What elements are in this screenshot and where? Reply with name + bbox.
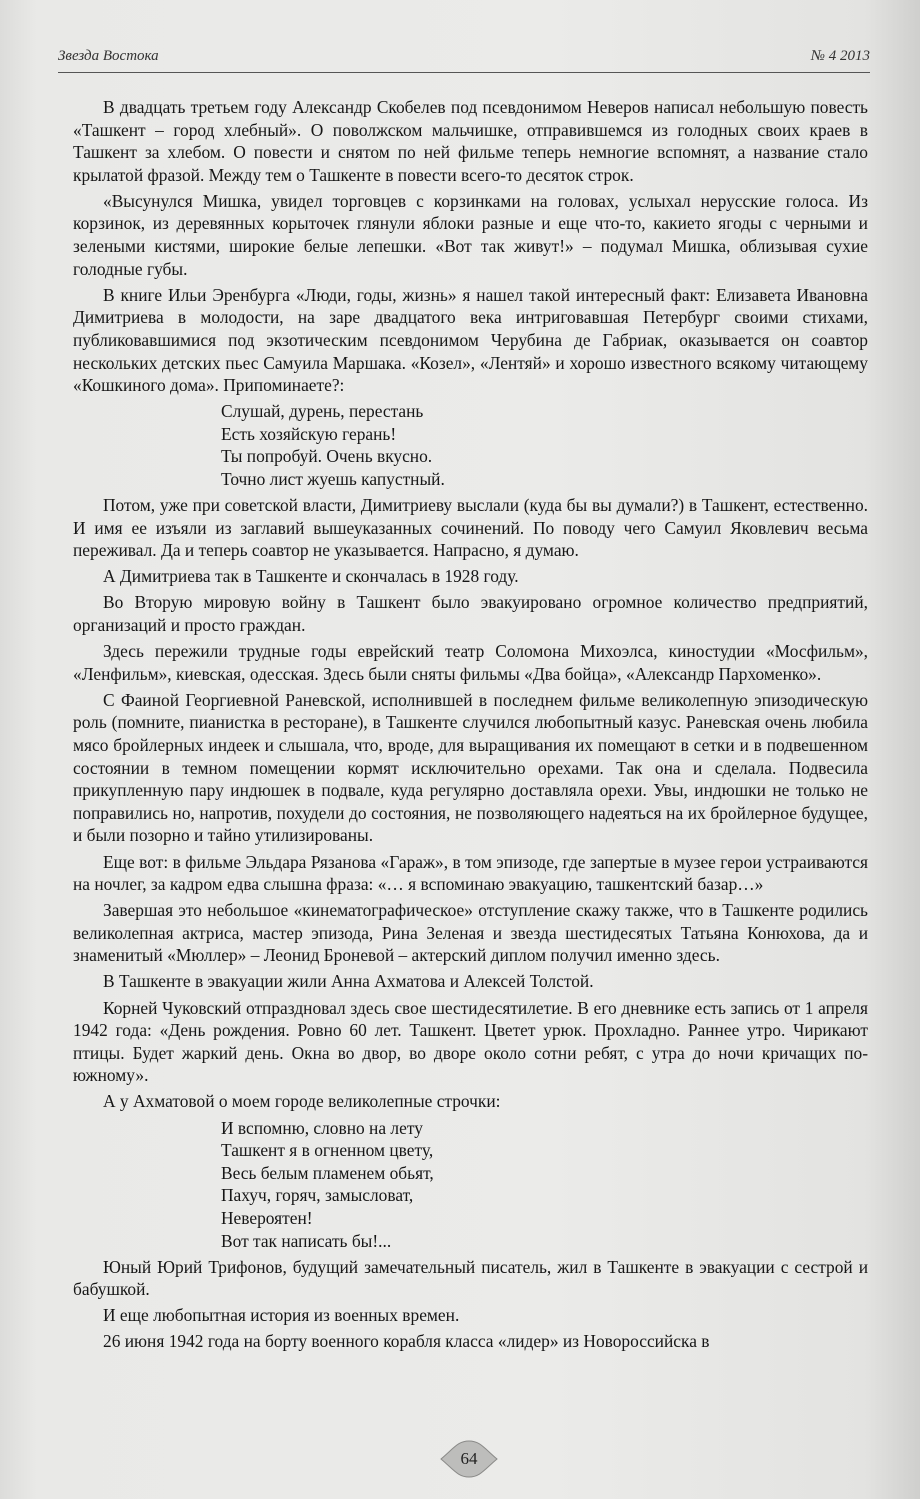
verse-line: Слушай, дурень, перестань bbox=[221, 401, 424, 422]
paragraph: Еще вот: в фильме Эльдара Рязанова «Гараж», в том эпизоде, где запертые в музее герои устраиваются на ночлег, за кадром едва слышна фраза: «… я вспоминаю эвакуацию, ташкентский базар…» bbox=[73, 851, 868, 895]
paragraph: «Высунулся Мишка, увидел торговцев с корзинками на головах, услыхал нерусские голоса. Из корзинок, из деревянных корыточек глянули яблоки разные и еще что-то, какието ягоды с черными и зелеными кистями, широкие белые лепешки. «Вот так живут!» – подумал Мишка, облизывая сухие голодные губы. bbox=[73, 190, 868, 279]
issue-number: № 4 2013 bbox=[810, 48, 870, 64]
verse-line: Невероятен! bbox=[221, 1207, 313, 1228]
verse-line: Есть хозяйскую герань! bbox=[221, 423, 397, 444]
verse-line: Ташкент я в огненном цвету, bbox=[221, 1140, 434, 1161]
paragraph: В книге Ильи Эренбурга «Люди, годы, жизнь» я нашел такой интересный факт: Елизавета Ивановна Димитриева в молодости, на заре двадцатого века интриговавшая Петербург своими стихами, публиковавшимися под экзотическим псевдонимом Черубина де Габриак, оказывается он соавтор нескольких детских пьес Самуила Маршака. «Козел», «Лентяй» и хорошо известного всякому читающему «Кошкиного дома». Припоминаете?: bbox=[73, 284, 868, 396]
paragraph: Завершая это небольшое «кинематографическое» отступление скажу также, что в Ташкенте родились великолепная актриса, мастер эпизода, Рина Зеленая и звезда шестидесятых Татьяна Конюхова, да и знаменитый «Мюллер» – Леонид Броневой – актерский диплом получил именно здесь. bbox=[73, 900, 868, 966]
paragraph: В двадцать третьем году Александр Скобелев под псевдонимом Неверов написал небольшую повесть «Ташкент – город хлебный». О поволжском мальчишке, отправившемся из голодных своих краев в Ташкент за хлебом. О повести и снятом по ней фильме теперь немногие вспомнят, а название стало крылатой фразой. Между тем о Ташкенте в повести всего-то десяток строк. bbox=[73, 97, 868, 185]
paragraph: Корней Чуковский отпраздновал здесь свое шестидесятилетие. В его дневнике есть запись от 1 апреля 1942 года: «День рождения. Ровно 60 лет. Ташкент. Цветет урюк. Прохладно. Раннее утро. Чирикают птицы. Будет жаркий день. Окна во двор, во дворе около сотни ребят, с утра до ночи кричащих по-южному». bbox=[73, 997, 868, 1086]
verse-akhmatova bbox=[221, 1117, 868, 1253]
paragraph: Потом, уже при советской власти, Димитриеву выслали (куда бы вы думали?) в Ташкент, естественно. И имя ее изъяли из заглавий вышеуказанных сочинений. По поводу чего Самуил Яковлевич весьма переживал. Да и теперь соавтор не указывается. Напрасно, я думаю. bbox=[73, 495, 868, 561]
paragraph: И еще любопытная история из военных времен. bbox=[103, 1305, 460, 1326]
paragraph: В Ташкенте в эвакуации жили Анна Ахматова и Алексей Толстой. bbox=[103, 971, 594, 992]
verse-line: Весь белым пламенем обьят, bbox=[221, 1162, 434, 1183]
paragraph: А Димитриева так в Ташкенте и скончалась в 1928 году. bbox=[103, 566, 519, 587]
verse-line: Вот так написать бы!... bbox=[221, 1230, 392, 1251]
paragraph: С Фаиной Георгиевной Раневской, исполнившей в последнем фильме великолепную эпизодическую роль (помните, пианистка в ресторане), в Ташкенте случился любопытный казус. Раневская очень любила мясо бройлерных индеек и слышала, что, вроде, для выращивания их помещают в сетки и в подвешенном состоянии в темном помещении кормят исключительно орехами. Так она и сделала. Подвесила прикупленную пару индюшек в подвале, куда регулярно доставляла орехи. Увы, индюшки не только не поправились но, напротив, похудели до состояния, не позволяющего надеяться на их бройлерное будущее, и были позорно и тайно утилизированы. bbox=[73, 689, 868, 846]
verse-line: Ты попробуй. Очень вкусно. bbox=[221, 446, 433, 467]
running-head bbox=[58, 46, 870, 73]
page-number: 64 bbox=[460, 1449, 478, 1468]
article-body bbox=[73, 96, 868, 1356]
paragraph: А у Ахматовой о моем городе великолепные строчки: bbox=[103, 1091, 501, 1112]
paragraph: Здесь пережили трудные годы еврейский театр Соломона Михоэлса, киностудии «Мосфильм», «Ленфильм», киевская, одесская. Здесь были сняты фильмы «Два бойца», «Александр Пархоменко». bbox=[73, 641, 868, 684]
page-number-badge bbox=[440, 1440, 498, 1478]
verse-line: Точно лист жуешь капустный. bbox=[221, 469, 445, 489]
paragraph: Во Вторую мировую войну в Ташкент было эвакуировано огромное количество предприятий, организаций и просто граждан. bbox=[73, 592, 868, 636]
paragraph: Юный Юрий Трифонов, будущий замечательный писатель, жил в Ташкенте в эвакуации с сестрой и бабушкой. bbox=[73, 1256, 868, 1300]
verse-line: Пахуч, горяч, замысловат, bbox=[221, 1185, 414, 1206]
paragraph: 26 июня 1942 года на борту военного корабля класса «лидер» из Новороссийска в bbox=[103, 1331, 710, 1352]
journal-title: Звезда Востока bbox=[58, 48, 159, 64]
verse-line: И вспомню, словно на лету bbox=[221, 1117, 423, 1138]
verse-marshak bbox=[221, 400, 868, 490]
